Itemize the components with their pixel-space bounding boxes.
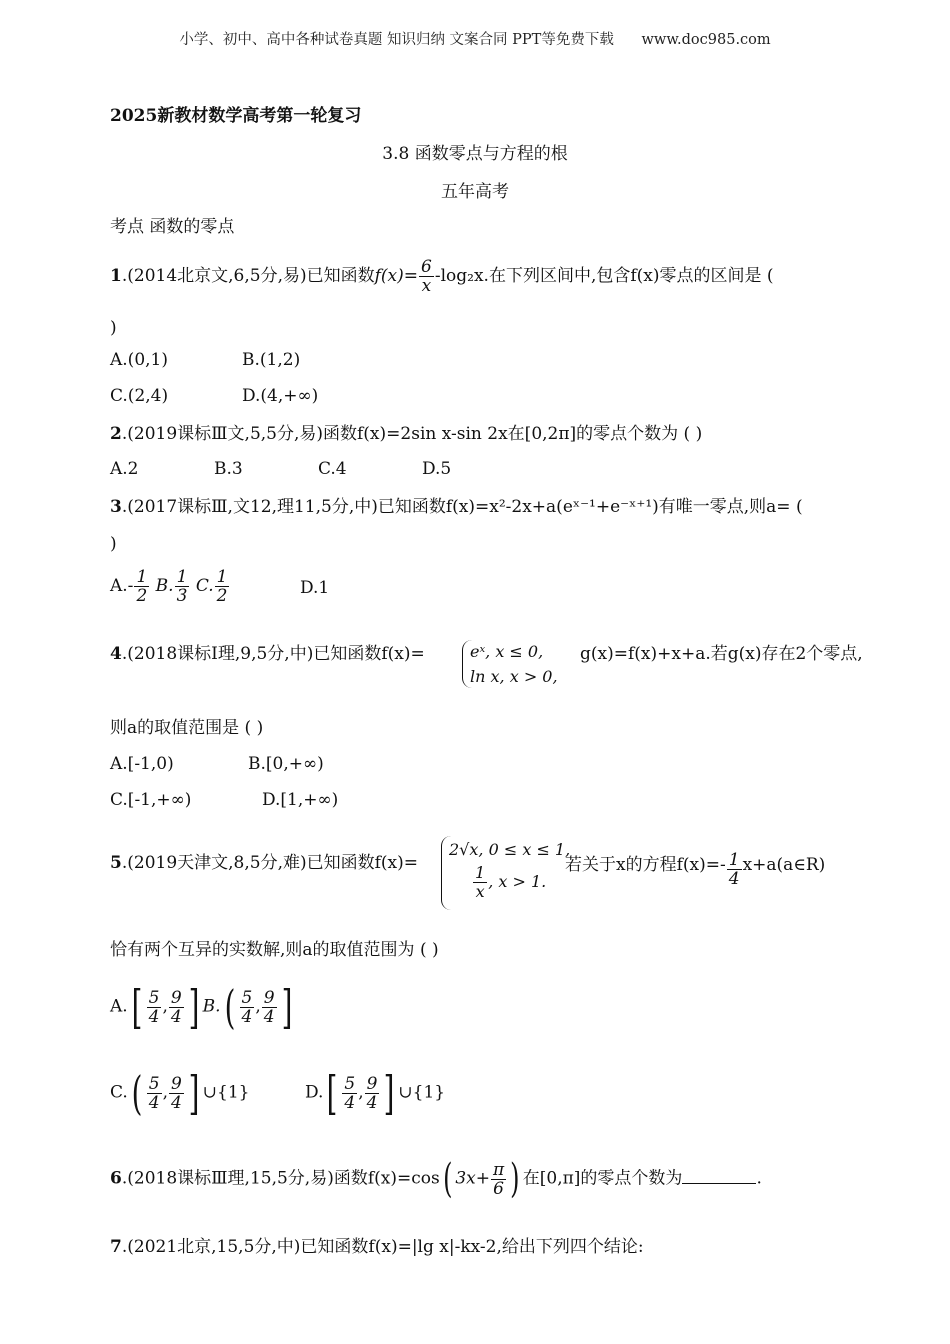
option-a: A.2 [110, 459, 139, 479]
piecewise-case-1: 2√x, 0 ≤ x ≤ 1, [449, 840, 571, 859]
question-number: 4 [110, 644, 122, 664]
question-1-close: ) [110, 318, 117, 338]
option-c: C.4 [318, 459, 347, 479]
option-b: B.[0,+∞) [248, 754, 324, 774]
question-3: 3.(2017课标Ⅲ,文12,理11,5分,中)已知函数f(x)=x²-2x+a(eˣ⁻¹+e⁻ˣ⁺¹)有唯一零点,则a= ( [110, 497, 803, 517]
option-d: D.[ $\frac{5}{4}$ , $\frac{9}{4}$ ] ∪{1} [305, 1066, 446, 1120]
option-b: B.(1,2) [242, 350, 301, 370]
question-number: 6 [110, 1168, 122, 1189]
question-number: 1 [110, 266, 122, 286]
section-title: 3.8 函数零点与方程的根 [382, 144, 568, 164]
option-b: B.3 [214, 459, 243, 479]
question-number: 5 [110, 853, 122, 873]
site-banner: 小学、初中、高中各种试卷真题 知识归纳 文案合同 PPT等免费下载 www.doc985.com [179, 32, 771, 48]
options-a-b: A.[ $\frac{5}{4}$ , $\frac{9}{4}$ ] B.( $\frac{5}{4}$ , $\frac{9}{4}$ ] [110, 980, 292, 1034]
topic-heading: 考点 函数的零点 [110, 217, 235, 237]
piecewise-case-2: ln x, x > 0, [470, 667, 558, 686]
answer-blank[interactable] [682, 1165, 756, 1184]
question-number: 2 [110, 424, 122, 444]
fraction: $\frac{6}{x}$ [421, 257, 432, 296]
piecewise-case-1: eˣ, x ≤ 0, [470, 642, 544, 661]
question-5: 5.(2019天津文,8,5分,难)已知函数f(x)= [110, 853, 419, 873]
question-4-cont: g(x)=f(x)+x+a.若g(x)存在2个零点, [580, 644, 863, 664]
question-1: 1.(2014北京文,6,5分,易)已知函数f(x)= $\frac{6}{x}$ -log₂x.在下列区间中,包含f(x)零点的区间是 ( [110, 257, 774, 296]
option-a: A.[-1,0) [110, 754, 174, 774]
question-2: 2.(2019课标Ⅲ文,5,5分,易)函数f(x)=2sin x-sin 2x在[0,2π]的零点个数为 ( ) [110, 424, 703, 444]
option-c: C.(2,4) [110, 386, 169, 406]
question-4-line2: 则a的取值范围是 ( ) [110, 718, 264, 738]
question-3-options: A.- $\frac{1}{2}$ B. $\frac{1}{3}$ C. $\frac{1}{2}$ [110, 567, 228, 606]
book-title: 2025新教材数学高考第一轮复习 [110, 106, 362, 126]
option-d: D.(4,+∞) [242, 386, 319, 406]
option-d: D.5 [422, 459, 452, 479]
section-subtitle: 五年高考 [441, 182, 509, 202]
option-c: C.[-1,+∞) [110, 790, 192, 810]
question-number: 3 [110, 497, 122, 517]
question-5-cont: 若关于x的方程f(x)=- $\frac{1}{4}$ x+a(a∈R) [565, 850, 826, 889]
question-number: 7 [110, 1237, 122, 1257]
question-3-close: ) [110, 534, 117, 554]
piecewise-case-2: $\frac{1}{x}$ , x > 1. [475, 863, 547, 901]
question-5-line2: 恰有两个互异的实数解,则a的取值范围为 ( ) [110, 940, 439, 960]
option-a: A.(0,1) [110, 350, 168, 370]
option-c: C.( $\frac{5}{4}$ , $\frac{9}{4}$ ] ∪{1} [110, 1066, 250, 1120]
question-6: 6.(2018课标Ⅲ理,15,5分,易)函数f(x)=cos( 3x+ $\frac{\pi}{6}$ ) 在[0,π]的零点个数为 . [110, 1156, 762, 1202]
question-4: 4.(2018课标Ⅰ理,9,5分,中)已知函数f(x)= [110, 644, 425, 664]
question-7: 7.(2021北京,15,5分,中)已知函数f(x)=|lg x|-kx-2,给出下列四个结论: [110, 1237, 644, 1257]
option-d: D.1 [300, 578, 330, 598]
option-d: D.[1,+∞) [262, 790, 339, 810]
